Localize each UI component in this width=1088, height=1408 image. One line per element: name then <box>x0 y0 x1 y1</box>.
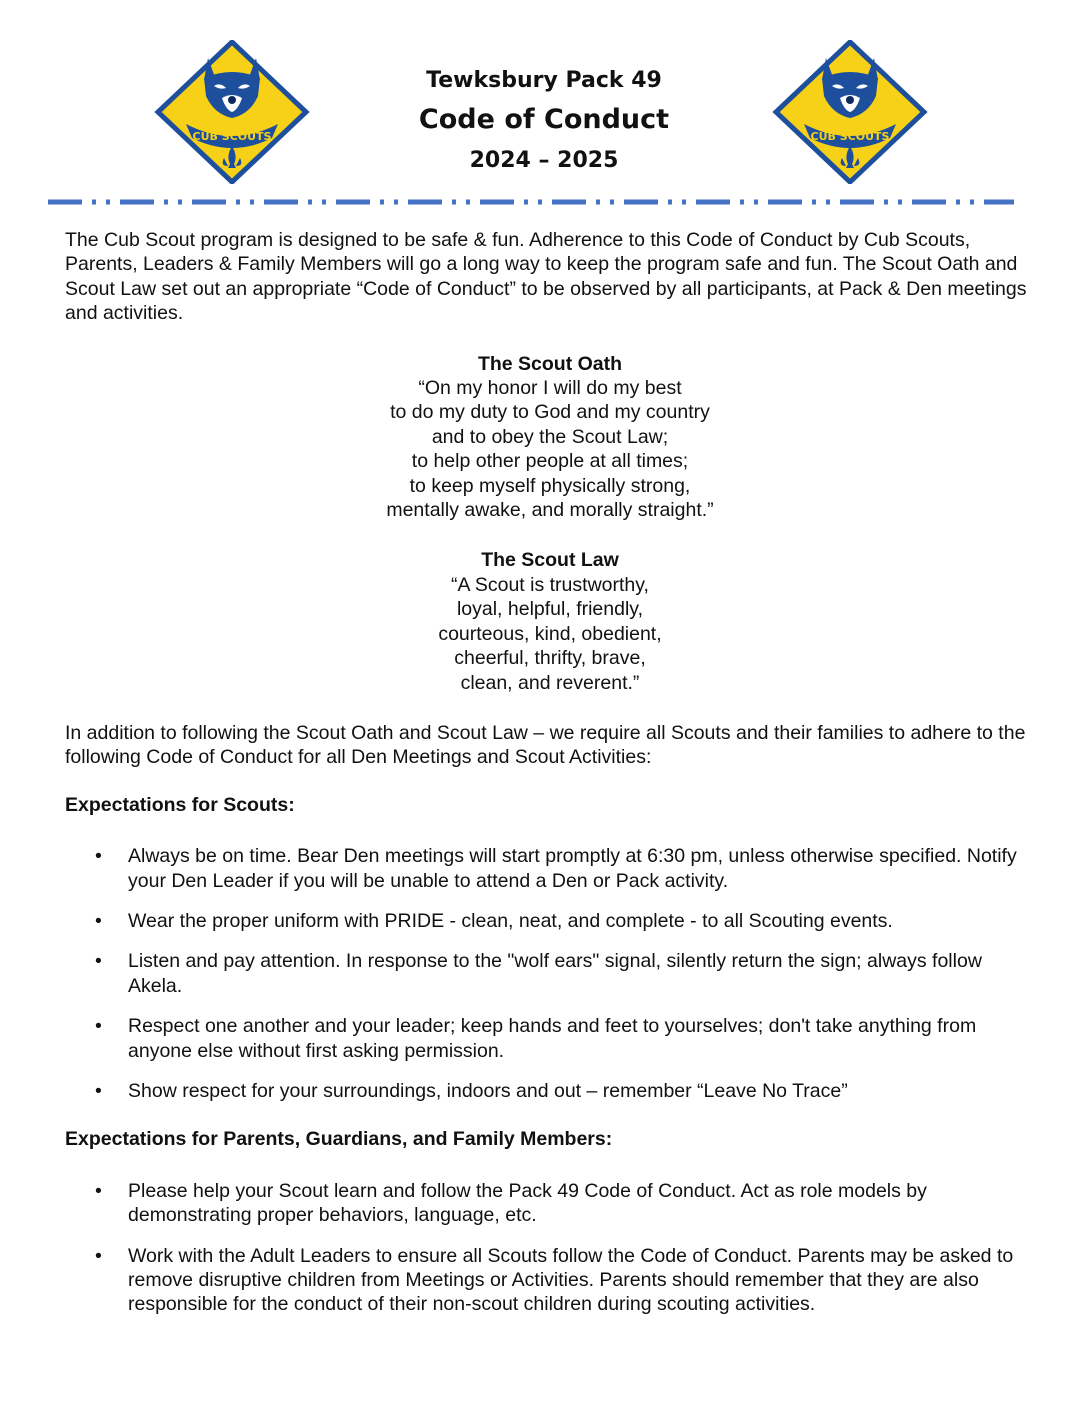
list-item-text: Always be on time. Bear Den meetings will start promptly at 6:30 pm, unless otherwise specified. Notify your Den Leader if you will be unable to attend a Den or Pack activity. <box>128 845 1017 892</box>
bullet-icon: • <box>95 1244 102 1267</box>
list-item <box>65 1244 1035 1317</box>
oath-line: to keep myself physically strong, <box>409 474 691 497</box>
oath-line: and to obey the Scout Law; <box>431 425 669 448</box>
org-name: Tewksbury Pack 49 <box>426 68 662 93</box>
list-item-text: Wear the proper uniform with PRIDE - clean, neat, and complete - to all Scouting events. <box>128 909 893 932</box>
parents-section-heading: Expectations for Parents, Guardians, and Family Members: <box>65 1128 613 1151</box>
scout-law <box>65 548 1035 694</box>
document-title: Code of Conduct <box>418 104 670 135</box>
list-item <box>65 909 1035 933</box>
law-line: courteous, kind, obedient, <box>438 622 662 645</box>
bullet-icon: • <box>95 845 102 868</box>
bullet-icon: • <box>95 1015 102 1038</box>
scouts-section-heading: Expectations for Scouts: <box>65 793 295 816</box>
oath-line: mentally awake, and morally straight.” <box>386 499 714 522</box>
document-header <box>344 64 744 180</box>
list-item-text: Show respect for your surroundings, indoors and out – remember “Leave No Trace” <box>128 1079 848 1102</box>
list-item-text: Work with the Adult Leaders to ensure all Scouts follow the Code of Conduct. Parents may be asked to remove disruptive children from Meetings or Activities. Parents should remember that they are also responsible for the conduct of their non-scout children during scouting activities. <box>128 1244 1014 1316</box>
list-item <box>65 844 1035 893</box>
document-body <box>65 228 1035 1341</box>
bullet-icon: • <box>95 950 102 973</box>
list-item <box>65 1179 1035 1228</box>
addition-paragraph: In addition to following the Scout Oath and Scout Law – we require all Scouts and their families to adhere to the following Code of Conduct for all Den Meetings and Scout Activities: <box>65 721 1026 769</box>
law-line: “A Scout is trustworthy, <box>451 573 649 596</box>
bullet-icon: • <box>95 1079 102 1102</box>
scout-oath-title: The Scout Oath <box>477 352 623 375</box>
scout-law-title: The Scout Law <box>481 549 619 572</box>
list-item-text: Respect one another and your leader; keep hands and feet to yourselves; don't take anything from anyone else without first asking permission. <box>128 1015 977 1062</box>
cub-scouts-logo-left <box>152 40 312 184</box>
law-line: loyal, helpful, friendly, <box>456 598 644 621</box>
intro-paragraph: The Cub Scout program is designed to be safe & fun. Adherence to this Code of Conduct by Cub Scouts, Parents, Leaders & Family Members will go a long way to keep the program safe and fun. The Scout Oath and Scout Law set out an appropriate “Code of Conduct” to be observed by all participants, at Pack & Den meetings and activities. <box>65 229 1027 325</box>
parents-expectations-list <box>65 1179 1035 1317</box>
list-item <box>65 1079 1035 1103</box>
cub-scouts-logo-right <box>770 40 930 184</box>
oath-line: to do my duty to God and my country <box>390 401 710 424</box>
logo-text-left: CUB SCOUTS <box>192 130 272 143</box>
list-item-text: Please help your Scout learn and follow the Pack 49 Code of Conduct. Act as role models by demonstrating proper behaviors, language, etc. <box>128 1179 927 1227</box>
list-item-text: Listen and pay attention. In response to the "wolf ears" signal, silently return the sign; always follow Akela. <box>128 950 982 997</box>
law-line: cheerful, thrifty, brave, <box>454 647 646 670</box>
law-line: clean, and reverent.” <box>460 671 640 694</box>
oath-line: to help other people at all times; <box>411 450 689 473</box>
bullet-icon: • <box>95 1179 102 1202</box>
scouts-expectations-list <box>65 844 1035 1103</box>
list-item <box>65 1014 1035 1063</box>
bullet-icon: • <box>95 909 102 932</box>
oath-line: “On my honor I will do my best <box>418 377 682 400</box>
cub-scouts-wolf-icon <box>152 40 312 184</box>
scout-oath <box>65 352 1035 523</box>
list-item <box>65 949 1035 998</box>
document-year: 2024 – 2025 <box>469 148 619 173</box>
dash-dot-divider <box>48 196 1014 210</box>
logo-text-right: CUB SCOUTS <box>810 130 890 143</box>
cub-scouts-wolf-icon <box>770 40 930 184</box>
